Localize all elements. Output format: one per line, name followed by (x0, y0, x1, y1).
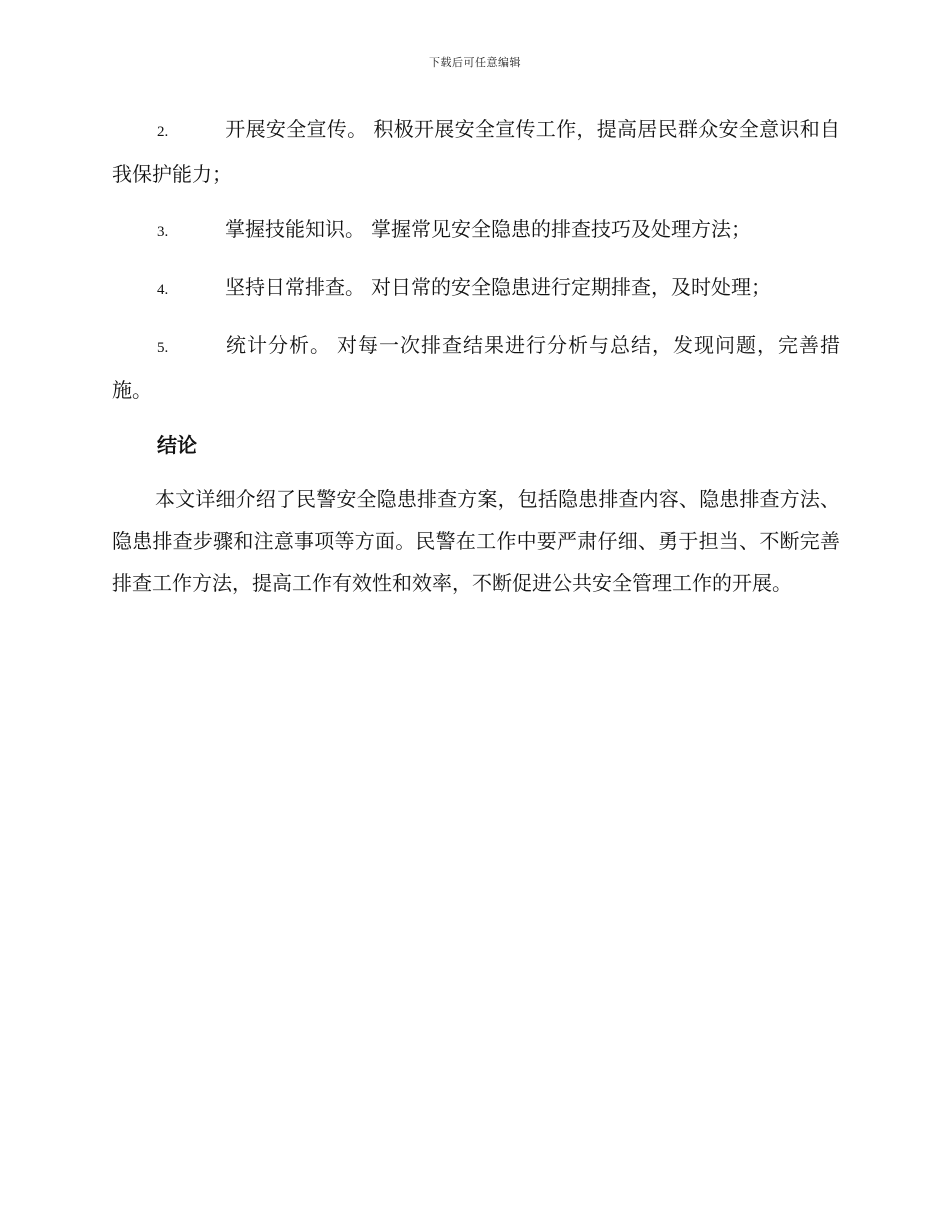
list-item-title: 坚持日常排查。 (225, 275, 365, 299)
list-item (112, 324, 840, 411)
list-item-text: 掌握常见安全隐患的排查技巧及处理方法； (371, 217, 751, 241)
list-item-text: 对日常的安全隐患进行定期排查，及时处理； (371, 275, 771, 299)
list-item (112, 208, 840, 253)
document-body (112, 108, 840, 604)
list-item-text: 积极开展安全宣传工作，提高居民群众安全意识和自我保护能力； (112, 117, 841, 186)
list-item-number: 3. (157, 224, 169, 240)
list-item-number: 4. (157, 282, 169, 298)
list-item-title: 统计分析。 (225, 333, 331, 357)
list-item-title: 掌握技能知识。 (225, 217, 365, 241)
section-heading-conclusion: 结论 (157, 433, 197, 457)
list-item-number: 2. (157, 124, 169, 140)
conclusion-paragraph: 本文详细介绍了民警安全隐患排查方案，包括隐患排查内容、隐患排查方法、隐患排查步骤和注意事项等方面。民警在工作中要严肃仔细、勇于担当、不断完善排查工作方法，提高工作有效性和效率，不断促进公共安全管理工作的开展。 (112, 487, 840, 595)
list-item-number: 5. (157, 340, 169, 356)
list-item-text: 对每一次排查结果进行分析与总结，发现问题，完善措施。 (112, 333, 840, 402)
list-item (112, 266, 840, 311)
list-item-title: 开展安全宣传。 (225, 117, 368, 141)
page-header: 下载后可任意编辑 (429, 56, 521, 69)
list-item (112, 108, 840, 195)
